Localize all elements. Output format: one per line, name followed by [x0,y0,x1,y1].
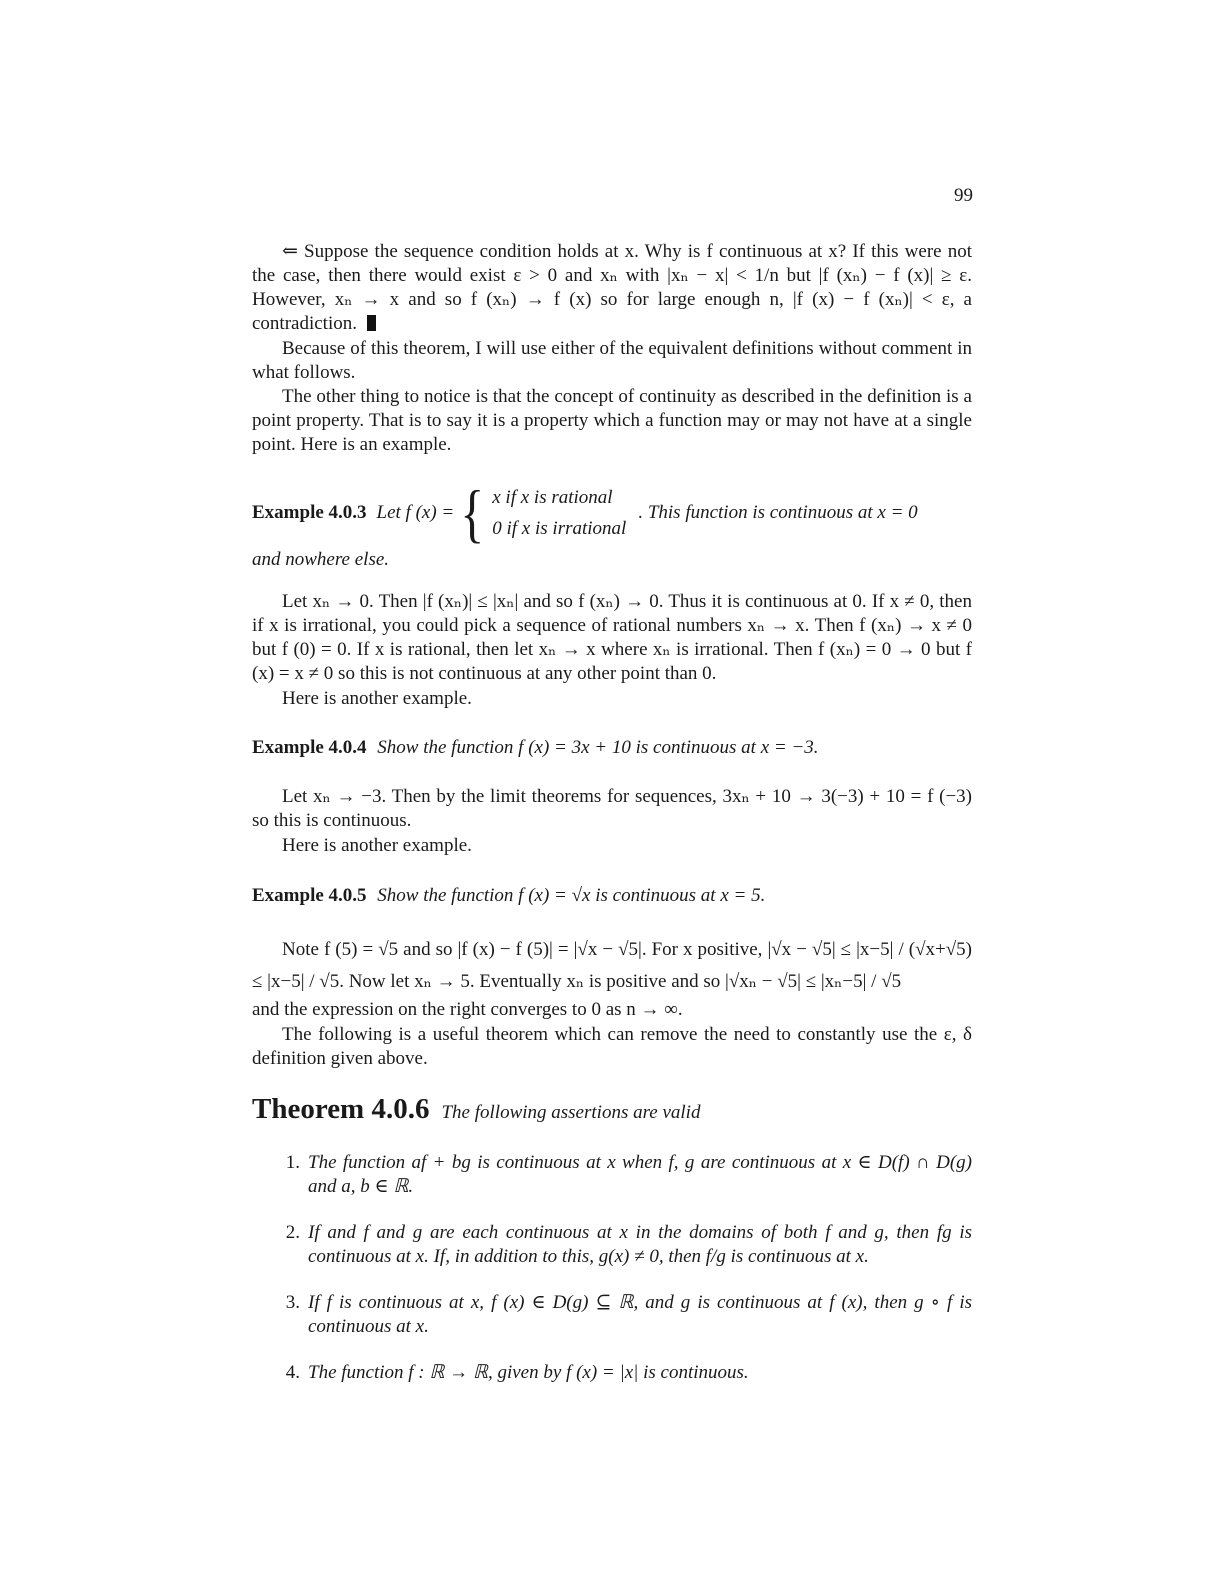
theorem-assertion-list [252,1151,972,1385]
example-4-0-4 [252,736,972,760]
example-4-0-4-solution [252,785,972,858]
example-text: Show the function f (x) = √x is continuous at x = 5. [377,885,766,906]
ex403-solution-paragraph: Let xₙ → 0. Then |f (xₙ)| ≤ |xₙ| and so f (xₙ) → 0. Thus it is continuous at 0. If x ≠ 0, then if x is irrational, you could pick a sequence of rational numbers xₙ → x. Then f (xₙ) → x ≠ 0 but f (0) = 0. If x is rational, then let xₙ → x where xₙ is irrational. Then f (xₙ) = 0 → 0 but f (x) = x ≠ 0 so this is not continuous at any other point than 0. [252,591,972,684]
point-property-paragraph: The other thing to notice is that the concept of continuity as described in the definition is a point property. That is to say it is a property which a function may or may not have at a single point. Here is an example. [252,386,972,455]
example-text: Show the function f (x) = 3x + 10 is continuous at x = −3. [377,737,819,758]
example-4-0-5 [252,884,972,908]
theorem-4-0-6 [252,1093,972,1407]
example-4-0-3-solution [252,590,972,711]
another-example-2: Here is another example. [282,835,472,856]
ex405-solution-continued: and the expression on the right converges to 0 as n → ∞. [252,999,683,1020]
proof-paragraph: ⇐ Suppose the sequence condition holds at x. Why is f continuous at x? If this were not the case, then there would exist ε > 0 and xₙ with |xₙ − x| < 1/n but |f (xₙ) − f (x)| ≥ ε. However, xₙ → x and so f (xₙ) → f (x) so for large enough n, |f (x) − f (xₙ)| < ε, a contradiction. [252,241,972,334]
example-tail: . This function is continuous at x = 0 [638,502,918,523]
proof-paragraph-block [252,240,972,457]
useful-theorem-paragraph: The following is a useful theorem which can remove the need to constantly use the ε, δ definition given above. [252,1024,972,1069]
ex404-solution-paragraph: Let xₙ → −3. Then by the limit theorems for sequences, 3xₙ + 10 → 3(−3) + 10 = f (−3) so this is continuous. [252,786,972,831]
example-4-0-3 [252,476,972,572]
list-item: 1. The function af + bg is continuous at x when f, g are continuous at x ∈ D(f) ∩ D(g) and a, b ∈ ℝ. [285,1152,972,1197]
ex405-solution-paragraph: Note f (5) = √5 and so |f (x) − f (5)| = |√x − √5|. For x positive, |√x − √5| ≤ |x−5| / (√x+√5) ≤ |x−5| / √5. Now let xₙ → 5. Eventually xₙ is positive and so |√xₙ − √5| ≤ |xₙ−5| / √5 [252,939,972,992]
qed-square-icon [367,315,376,331]
theorem-statement: The following assertions are valid [441,1102,701,1123]
example-label: Example 4.0.3 [252,502,367,523]
case-rational: x if x is rational [492,487,613,508]
left-brace-icon: { [460,476,485,550]
list-item: 3. If f is continuous at x, f (x) ∈ D(g) ⊆ ℝ, and g is continuous at f (x), then g ∘ f is continuous at x. [285,1292,972,1337]
another-example-1: Here is another example. [282,688,472,709]
page-number: 99 [954,185,973,206]
piecewise-cases [492,482,626,544]
example-lead: Let f (x) = [376,502,455,523]
theorem-use-paragraph: Because of this theorem, I will use either of the equivalent definitions without comment in what follows. [252,338,972,383]
example-label: Example 4.0.4 [252,737,367,758]
list-item: 4. The function f : ℝ → ℝ, given by f (x) = |x| is continuous. [285,1362,749,1383]
example-label: Example 4.0.5 [252,885,367,906]
example-tail-2: and nowhere else. [252,549,390,570]
theorem-label: Theorem 4.0.6 [252,1093,430,1125]
example-4-0-5-solution [252,934,972,1071]
list-item: 2. If and f and g are each continuous at x in the domains of both f and g, then fg is continuous at x. If, in addition to this, g(x) ≠ 0, then f/g is continuous at x. [285,1222,972,1267]
case-irrational: 0 if x is irrational [492,518,627,539]
